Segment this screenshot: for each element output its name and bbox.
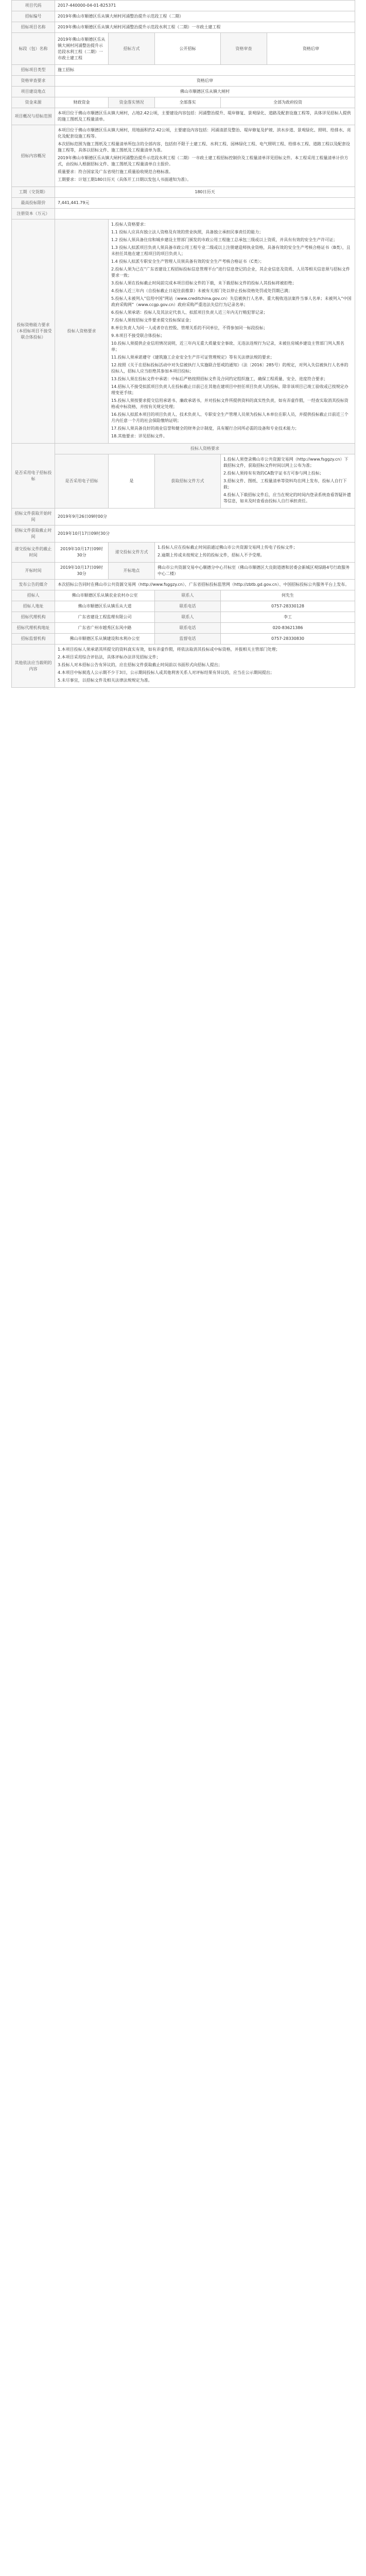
funding-status-label: 资金落实情况: [109, 97, 155, 108]
qual-review-value: 资格后审: [267, 33, 355, 65]
scope-label: 项目概况与招标范围: [12, 108, 55, 125]
submission-deadline-label: 递交投标文件的截止时间: [12, 543, 55, 563]
tenderee-contact-label: 联系人: [155, 590, 221, 601]
works-summary-para: 2019年佛山市顺德区乐从镇大闸村河涌整治提升示范段水利工程（二期）一市政土建工程招标控制价及工程量清单详见招标文件。本工程采用工程量清单计价方式，由投标人根据招标文件、施工图纸及工程量清单自主报价。: [58, 156, 348, 166]
submission-method-item: 1.投标人应在投标截止时间前通过佛山市公共资源交易网上传电子投标文件；: [158, 545, 298, 550]
project-code-label: 项目代码: [12, 1, 55, 11]
row-funding: [12, 97, 355, 108]
bid-section-name: 2019年佛山市顺德区乐从镇大闸村河涌整治提升示范段水利工程（二期）一市政土建工程: [55, 33, 109, 65]
publish-label: 发布公告的媒介: [12, 580, 55, 590]
qualification-item: 1.4 投标人拟派专职安全生产管理人员须具备有效的安全生产考核合格证书（C类）；: [111, 259, 264, 264]
doc-method-item: 2.投标人须持有有效的CA数字证书方可参与网上投标；: [223, 471, 324, 476]
works-summary-label: 招标内容概况: [12, 125, 55, 187]
row-project-name: [12, 22, 355, 33]
opening-place-value: 佛山市公共资源交易中心顺德分中心开标室（佛山市顺德区大良街道德和居委会新城区观绿路4号行政服务中心二楼）: [155, 563, 355, 580]
row-pre-screen: [12, 444, 355, 454]
row-tenderee-addr: [12, 601, 355, 612]
bidder-qualification-body: [109, 219, 355, 444]
doc-method-label: 获取招标文件方式: [155, 454, 221, 509]
qualification-item: 2.投标人须为已在“广东省建设工程招标投标信息管理平台”进行信息登记的企业，其企业信息及资质、人员等相关信息须与招标文件要求一致；: [111, 267, 350, 278]
row-scope: [12, 108, 355, 125]
row-tender-no: [12, 11, 355, 22]
supervisor-phone-label: 监督电话: [155, 634, 221, 645]
row-bidder-qualification: [12, 219, 355, 444]
project-type-value: 施工招标: [55, 65, 355, 76]
other-item: 1.本项目投标人须承诺其所提交的资料真实有效，如有弄虚作假，将依法取消其投标或中标资格，并报相关主管部门处理；: [58, 647, 280, 652]
qualification-header-label: 资格审查要求: [12, 76, 55, 87]
qualification-item: 4.投标人近三年内（自投标截止日起往前推算）未被有关部门处以停止投标资格处罚或处罚期已满；: [111, 289, 292, 293]
tender-no-value: 2019年佛山市顺德区乐从镇大闸村河涌整治提升示范段工程（二期）: [55, 11, 355, 22]
row-opening: [12, 563, 355, 580]
qualification-item: 11.投标人须承诺遵守《建筑施工企业安全生产许可证管理规定》等有关法律法规的要求；: [111, 355, 274, 360]
tenderee-label: 招标人: [12, 590, 55, 601]
tender-notice-table: [11, 0, 355, 688]
qualification-item: 9.本项目不接受联合体投标；: [111, 333, 165, 338]
scope-value: 本项目位于佛山市顺德区乐从镇大闸村，占地2.42公顷，主要建设内容包括：河涌整治提升、堤岸修复、景观绿化、道路及配套设施工程等，具体详见招标人提供的施工图纸及工程量清单。: [55, 108, 355, 125]
row-other: [12, 645, 355, 688]
row-agent-addr: [12, 623, 355, 634]
qualification-item: 14.招标人不接受拟派项目负责人在投标截止日前已在其他在建项目中担任项目负责人的投标，除非该项目已竣工验收或已按规定办理变更手续；: [111, 384, 348, 395]
row-duration: [12, 187, 355, 198]
funding-status: 全部落实: [155, 97, 221, 108]
qualification-item: 6.投标人须承诺：投标人及其法定代表人、拟派项目负责人近三年内无行贿犯罪记录；: [111, 310, 268, 315]
max-price-value: 7,441,441.79元: [55, 198, 355, 209]
submission-method-body: [155, 543, 355, 563]
qualification-item: 5.投标人未被列入“信用中国”网站（www.creditchina.gov.cn）失信被执行人名单、重大税收违法案件当事人名单；未被列入“中国政府采购网”（www.ccgp.gov.cn）政府采购严重违法失信行为记录名单；: [111, 296, 352, 307]
registered-capital-value: [55, 209, 355, 219]
bidder-qualification-sublabel: 投标人资格要求: [55, 219, 109, 444]
row-agent: [12, 612, 355, 623]
qualification-header-value: 资格后审: [55, 76, 355, 87]
opening-time-value: 2019年10月17日09时30分: [55, 563, 109, 580]
qualification-item: 1.1 投标人应具有独立法人资格及有效的营业执照，具备独立承担民事责任的能力；: [111, 230, 264, 234]
agent-contact-label: 联系人: [155, 612, 221, 623]
bidder-qualification-label: 投标资格能力要求（本招标项目不接受联合体投标）: [12, 219, 55, 444]
tenderee-contact-value: 何先生: [221, 590, 355, 601]
agent-addr-value: 广东省广州市越秀区东风中路: [55, 623, 155, 634]
qualification-item: 8.单位负责人为同一人或者存在控股、管理关系的不同单位，不得参加同一标段投标；: [111, 326, 268, 330]
bid-section-label: 标段（包）名称: [12, 33, 55, 65]
e-bidding-sublabel: 是否采用电子招标: [55, 454, 109, 509]
doc-method-item: 1.投标人须登录佛山市公共资源交易网（http://www.fsggzy.cn）下载招标文件，获取招标文件时间以网上公布为准；: [223, 457, 348, 468]
row-tenderee: [12, 590, 355, 601]
agent-label: 招标代理机构: [12, 612, 55, 623]
supervisor-label: 招标监督机构: [12, 634, 55, 645]
registered-capital-label: 注册资本（万元）: [12, 209, 55, 219]
doc-method-item: 3.招标文件、图纸、工程量清单等资料均在网上发布，投标人自行下载；: [223, 479, 347, 489]
opening-time-label: 开标时间: [12, 563, 55, 580]
row-project-code: [12, 1, 355, 11]
tender-no-label: 招标编号: [12, 11, 55, 22]
row-max-price: [12, 198, 355, 209]
publish-value: 本次招标公告同时在佛山市公共资源交易网（http://www.fsggzy.cn）、广东省招标投标监管网（http://zbtb.gd.gov.cn）、中国招标投标公共服务平台上发布。: [55, 580, 355, 590]
project-name-value: 2019年佛山市顺德区乐从镇大闸村河涌整治提升示范段水利工程（二期）一市政土建工程: [55, 22, 355, 33]
other-label: 其他依法应当载明的内容: [12, 645, 55, 688]
agent-phone-value: 020-83621386: [221, 623, 355, 634]
row-qualification-header: [12, 76, 355, 87]
works-summary-body: [55, 125, 355, 187]
qualification-item: 10.投标人须提供企业信用情况说明，近三年内无重大质量安全事故、无违法违规行为记录，未被住房城乡建设主管部门列入黑名单；: [111, 341, 344, 352]
tenderee-phone-value: 0757-28330128: [221, 601, 355, 612]
project-name-label: 招标项目名称: [12, 22, 55, 33]
qualification-item: 12.按照《关于在招标投标活动中对失信被执行人实施联合惩戒的通知》（法〔2016〕285号）的规定，对列入失信被执行人名单的投标人，招标人应当拒绝其参加本项目投标；: [111, 363, 348, 374]
qualification-item: 18.其他要求：详见招标文件。: [111, 434, 167, 438]
qualification-item: 1.3 投标人拟派项目负责人须具备市政公用工程专业二级或以上注册建造师执业资格，具备有效的安全生产考核合格证书（B类），且未担任其他在建工程项目的项目负责人；: [111, 245, 351, 256]
bid-method-label: 招标方式: [109, 33, 155, 65]
row-project-type: [12, 65, 355, 76]
opening-place-label: 开标地点: [109, 563, 155, 580]
agent-value: 广东省建设工程监理有限公司: [55, 612, 155, 623]
qualification-item: 3.投标人须在投标截止时间前完成本项目招标文件的下载，未下载招标文件的投标人其投标将被拒绝；: [111, 281, 297, 285]
doc-start-value: 2019年9月26日09时00分: [55, 509, 355, 526]
submission-deadline-value: 2019年10月17日09时30分: [55, 543, 109, 563]
qualification-item: 16.投标人拟派本项目的项目负责人、技术负责人、专职安全生产管理人员须为投标人本单位在职人员，并提供投标截止日前近三个月内任意一个月的社会保险缴纳证明；: [111, 412, 348, 423]
agent-phone-label: 联系电话: [155, 623, 221, 634]
row-e-bidding: [12, 454, 355, 509]
bid-method-value: 公开招标: [155, 33, 221, 65]
supervisor-phone-value: 0757-28330830: [221, 634, 355, 645]
works-summary-para: 本次招标范围为施工图纸及工程量清单所包含的全部内容，包括但不限于土建工程、水利工程、园林绿化工程、电气照明工程、给排水工程、道路工程以及配套设施工程等，具体以招标文件、施工图纸及工程量清单为准。: [58, 142, 350, 152]
other-item: 3.投标人对本招标公告有异议的，应在招标文件获取截止时间前以书面形式向招标人提出；: [58, 663, 222, 667]
row-doc-end: [12, 526, 355, 543]
project-type-label: 招标项目类型: [12, 65, 55, 76]
doc-method-item: 4.投标人下载招标文件后，应当在规定的时间内登录系统查看答疑补遗等信息，如未及时查看由投标人自行承担责任。: [223, 493, 351, 503]
submission-method-item: 2.逾期上传或未按规定上传的投标文件，招标人不予受理。: [158, 553, 265, 557]
row-publish: [12, 580, 355, 590]
works-summary-para: 工期要求：计划工期180日历天（具体开工日期以发包人书面通知为准）。: [58, 177, 191, 182]
pre-screen-sublabel: 投标人资格要求: [55, 444, 355, 454]
other-item: 2.本项目采用综合评估法，具体评标办法详见招标文件；: [58, 655, 161, 659]
doc-method-body: [221, 454, 355, 509]
row-supervisor: [12, 634, 355, 645]
row-doc-start: [12, 509, 355, 526]
duration-label: 工期（交货期）: [12, 187, 55, 198]
agent-contact-value: 李工: [221, 612, 355, 623]
doc-end-label: 招标文件获取截止时间: [12, 526, 55, 543]
other-item: 4.本项目中标候选人公示期不少于3日，公示期间投标人或其他利害关系人对评标结果有异议的，应当在公示期间提出；: [58, 670, 274, 675]
qualification-item: 13.投标人须在投标文件中承诺：中标后严格按照招标文件及合同约定组织施工，确保工程质量、安全、进度符合要求；: [111, 377, 328, 381]
max-price-label: 最高投标限价: [12, 198, 55, 209]
qual-review-label: 资格审查: [221, 33, 267, 65]
row-works-summary: [12, 125, 355, 187]
doc-start-label: 招标文件获取开始时间: [12, 509, 55, 526]
qualification-item: 1.投标人资格要求：: [111, 222, 148, 227]
submission-method-label: 递交投标文件方式: [109, 543, 155, 563]
tenderee-addr-value: 佛山市顺德区乐从镇乐从大道: [55, 601, 155, 612]
agent-addr-label: 招标代理机构地址: [12, 623, 55, 634]
tenderee-addr-label: 招标人地址: [12, 601, 55, 612]
other-body: [55, 645, 355, 688]
row-location: [12, 87, 355, 97]
e-bidding-value: 是: [109, 454, 155, 509]
works-summary-para: 本项目位于佛山市顺德区乐从镇大闸村，用地面积约2.42公顷，主要建设内容包括：河涌清淤及整治、堤岸修复及护坡、滨水步道、景观绿化、照明、给排水、亮化及配套设施工程等。: [58, 128, 351, 139]
location-label: 项目建设地点: [12, 87, 55, 97]
row-bid-section: [12, 33, 355, 65]
doc-end-value: 2019年10月17日09时30分: [55, 526, 355, 543]
supervisor-value: 佛山市顺德区乐从镇建设和水利办公室: [55, 634, 155, 645]
e-bidding-label: 是否采用电子招标投标: [12, 444, 55, 509]
row-submission: [12, 543, 355, 563]
funding-label: 资金来源: [12, 97, 55, 108]
tenderee-phone-label: 联系电话: [155, 601, 221, 612]
qualification-item: 1.2 投标人须具备住房和城乡建设主管部门颁发的市政公用工程施工总承包三级或以上资质，并具有有效的安全生产许可证；: [111, 238, 338, 242]
row-registered-capital: [12, 209, 355, 219]
funding-source: 财政资金: [55, 97, 109, 108]
qualification-item: 17.投标人须具备良好的商业信誉和健全的财务会计制度，具有履行合同所必需的设备和专业技术能力；: [111, 426, 299, 431]
duration-value: 180日历天: [55, 187, 355, 198]
funding-note: 全部为政府投资: [221, 97, 355, 108]
qualification-item: 15.投标人须按要求提交信用承诺书、廉政承诺书，并对投标文件所提供资料的真实性负责，如有弄虚作假，一经查实取消其投标资格或中标资格，并按有关规定处理；: [111, 398, 348, 409]
tenderee-value: 佛山市顺德区乐从镇农业农村办公室: [55, 590, 155, 601]
qualification-item: 7.投标人须按招标文件要求提交投标保证金；: [111, 318, 194, 323]
location-value: 佛山市顺德区乐从镇大闸村: [55, 87, 355, 97]
project-code-value: 2017-440000-04-01-825371: [55, 1, 355, 11]
other-item: 5.未尽事宜，以招标文件及相关法律法规规定为准。: [58, 678, 152, 683]
works-summary-para: 质量要求：符合国家及广东省现行施工质量验收规范合格标准。: [58, 170, 173, 174]
